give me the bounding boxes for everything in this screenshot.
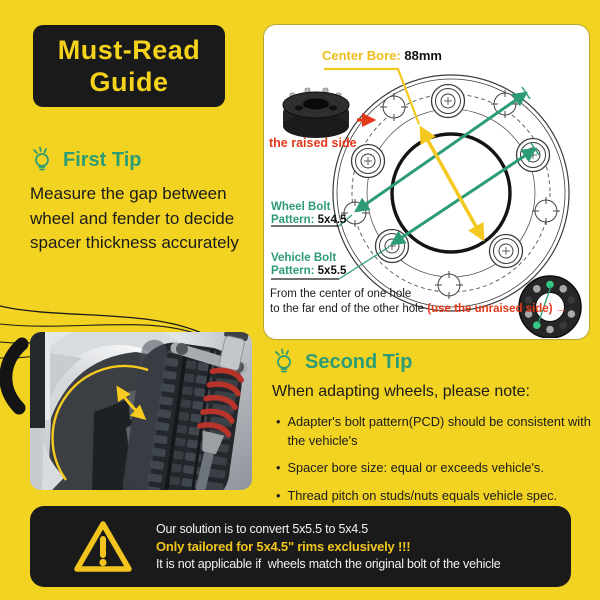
lightbulb-icon (30, 146, 56, 172)
list-item: • Thread pitch on studs/nuts equals vehicle spec. (276, 487, 558, 503)
second-tip-title: Second Tip (305, 351, 413, 373)
wheel-gap-photo (30, 332, 252, 490)
raised-side-label: the raised side (269, 136, 357, 150)
badge-line1: Must-Read (57, 34, 201, 65)
warning-panel (30, 506, 571, 587)
spacer-3d-image (283, 88, 349, 138)
second-tip-list (272, 413, 592, 505)
must-read-badge (33, 25, 225, 107)
list-item: • Adapter's bolt pattern(PCD) should be consistent with the vehicle's (276, 414, 591, 448)
list-item: • Spacer bore size: equal or exceeds vehicle's. (276, 460, 544, 476)
black-swoosh (6, 344, 22, 408)
vehicle-bolt-holes (352, 85, 550, 268)
measure-note: From the center of one hole to the far end of the other hole (use the unraised side) → (270, 288, 568, 315)
badge-line2: Guide (89, 67, 169, 97)
center-bore-label: Center Bore: 88mm (322, 48, 442, 63)
second-tip-section (272, 348, 592, 514)
warning-icon (72, 519, 134, 575)
wheel-bolt-pattern-label: Wheel Bolt Pattern: 5x4.5 (271, 201, 347, 227)
footer-line1: Our solution is to convert 5x5.5 to 5x4.5 (156, 522, 369, 536)
footer-line3: It is not applicable if wheels match the original bolt of the vehicle (156, 557, 501, 571)
second-tip-intro: When adapting wheels, please note: (272, 383, 530, 400)
vehicle-bolt-pattern-label: Vehicle Bolt Pattern: 5x5.5 (271, 252, 347, 278)
first-tip-title: First Tip (63, 149, 142, 171)
bolt-pattern-diagram-panel (263, 24, 590, 340)
unraised-side-arrow-icon: → (555, 302, 568, 315)
first-tip-body: Measure the gap between wheel and fender to decide spacer thickness accurately (30, 184, 239, 253)
first-tip-section (30, 146, 260, 256)
center-bore-circle (392, 134, 510, 252)
footer-highlight-line: Only tailored for 5x4.5" rims exclusively !!! (156, 539, 411, 554)
lightbulb-icon (272, 348, 298, 374)
